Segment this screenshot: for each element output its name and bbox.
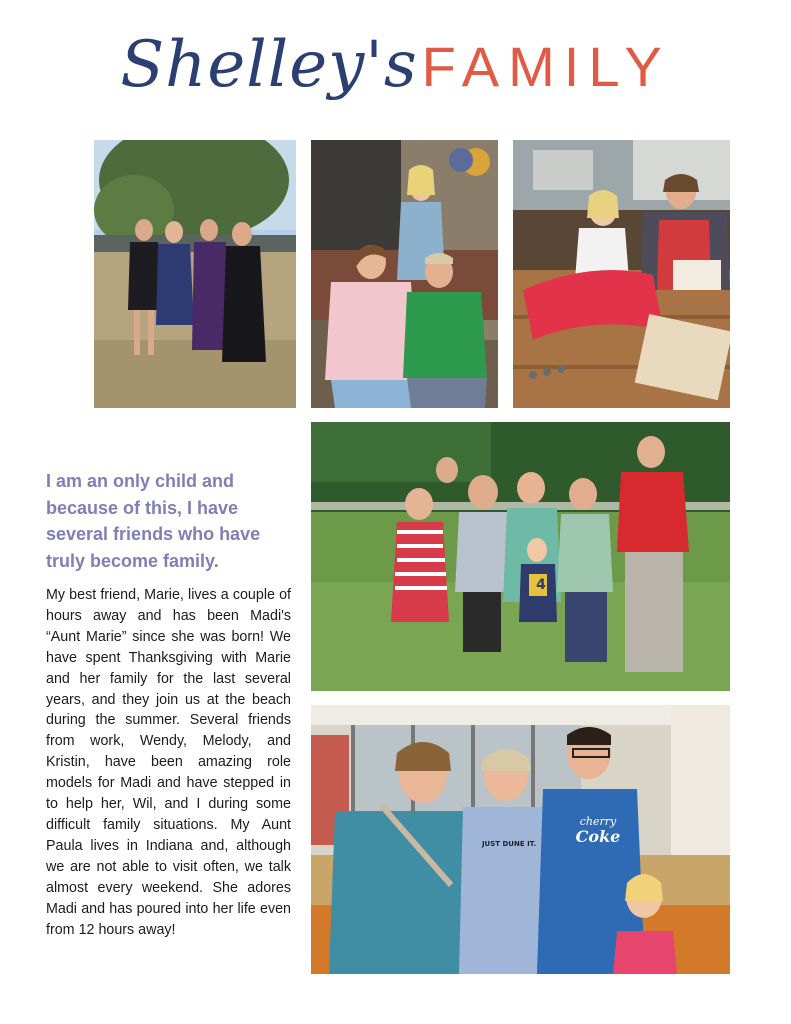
page-title [0, 28, 791, 138]
photo-field-group [311, 422, 730, 691]
shirt-text-coke: Coke [575, 827, 621, 846]
photo-indoor-group [311, 705, 730, 974]
title-script-part: Shelley's [120, 28, 418, 102]
photo-friends-outdoors [94, 140, 296, 408]
photo-crafting-table [513, 140, 730, 408]
title-caps-part: FAMILY [421, 35, 671, 98]
photo-porch-group [311, 140, 498, 408]
shirt-text-cherry: cherry [579, 815, 617, 828]
intro-paragraph: I am an only child and because of this, I have several friends who have truly become family. [46, 471, 261, 571]
jersey-number: 4 [536, 577, 546, 593]
shirt-text-just-dune-it: JUST DUNE IT. [481, 840, 537, 848]
story-paragraph: My best friend, Marie, lives a couple of hours away and has been Madi's “Aunt Marie” since she was born! We have spent Thanksgiving with Marie and her family for the last several years, and they join us at the beach during the summer. Several friends from work, Wendy, Melody, and Kristin, have been amazing role models for Madi and have stepped in to help her, Wil, and I during some difficult family situations. My Aunt Paula lives in Indiana and, although we are not able to visit often, we talk almost every weekend. She adores Madi and has poured into her life even from 12 hours away! [46, 587, 291, 938]
